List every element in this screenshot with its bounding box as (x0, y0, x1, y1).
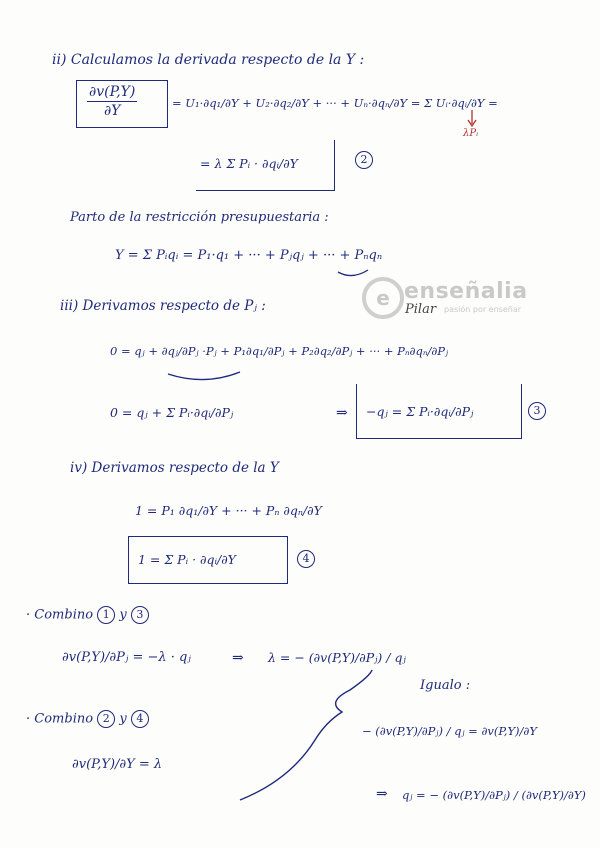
underline-stroke-1 (168, 372, 240, 380)
section-iii-heading: iii) Derivamos respecto de Pⱼ : (60, 298, 266, 314)
combine-2-4-eq: ∂v(P,Y)/∂Y = λ (72, 757, 163, 772)
logo-tagline: pasión por enseñar (444, 305, 522, 314)
iv-eq2: 1 = Σ Pᵢ · ∂qᵢ/∂Y (138, 552, 236, 567)
iii-eq1: 0 = qⱼ + ∂qⱼ/∂Pⱼ ·Pⱼ + P₁∂q₁/∂Pⱼ + P₂∂q₂/∂Pⱼ + ··· + Pₙ∂qₙ/∂Pⱼ (110, 344, 449, 358)
section-iv-heading: iv) Derivamos respecto de la Y (70, 460, 279, 476)
implies-arrow-2: ⇒ (232, 650, 244, 666)
iv-eq-number: 4 (297, 550, 315, 568)
combine-2-4-heading: · Combino 2 y 4 (26, 710, 149, 728)
logo-e-icon: e (362, 277, 404, 319)
igualo-eq: − (∂v(P,Y)/∂Pⱼ) / qⱼ = ∂v(P,Y)/∂Y (362, 724, 537, 738)
iii-eq-number: 3 (528, 402, 546, 420)
combine-1-3-result: λ = − (∂v(P,Y)/∂Pⱼ) / qⱼ (268, 650, 406, 665)
implies-arrow: ⇒ (336, 405, 348, 421)
final-eq: qⱼ = − (∂v(P,Y)/∂Pⱼ) / (∂v(P,Y)/∂Y) (402, 788, 586, 802)
ii-eq2: = λ Σ Pᵢ · ∂qᵢ/∂Y (200, 156, 298, 171)
iii-eq2-result: −qⱼ = Σ Pᵢ·∂qᵢ/∂Pⱼ (366, 404, 474, 419)
budget-heading: Parto de la restricción presupuestaria : (70, 210, 329, 225)
logo-brand: enseñalia (404, 279, 528, 304)
author-signature: Pilar (405, 302, 437, 317)
ii-eq2-number: 2 (355, 151, 373, 169)
underline-stroke-2 (338, 270, 368, 276)
ii-lambda-pi-note: λPᵢ (463, 128, 479, 139)
implies-arrow-3: ⇒ (376, 786, 388, 802)
igualo-label: Igualo : (420, 678, 471, 693)
ii-lhs-fraction: $\frac{\partial v(P,Y)}{\partial Y}$ (89, 84, 136, 119)
section-ii-heading: ii) Calculamos la derivada respecto de la Y : (52, 52, 365, 68)
combine-1-3-heading: · Combino 1 y 3 (26, 606, 149, 624)
iv-eq1: 1 = P₁ ∂q₁/∂Y + ··· + Pₙ ∂qₙ/∂Y (135, 503, 322, 518)
combine-1-3-eq: ∂v(P,Y)/∂Pⱼ = −λ · qⱼ (62, 650, 191, 665)
budget-equation: Y = Σ Pᵢqᵢ = P₁·q₁ + ··· + Pⱼqⱼ + ··· + Pₙqₙ (115, 248, 383, 263)
brace-stroke (240, 670, 372, 800)
iii-eq2: 0 = qⱼ + Σ Pᵢ·∂qᵢ/∂Pⱼ (110, 405, 234, 420)
ii-eq1-rhs: = U₁·∂q₁/∂Y + U₂·∂q₂/∂Y + ··· + Uₙ·∂qₙ/∂Y = Σ Uᵢ·∂qᵢ/∂Y = (172, 96, 498, 110)
